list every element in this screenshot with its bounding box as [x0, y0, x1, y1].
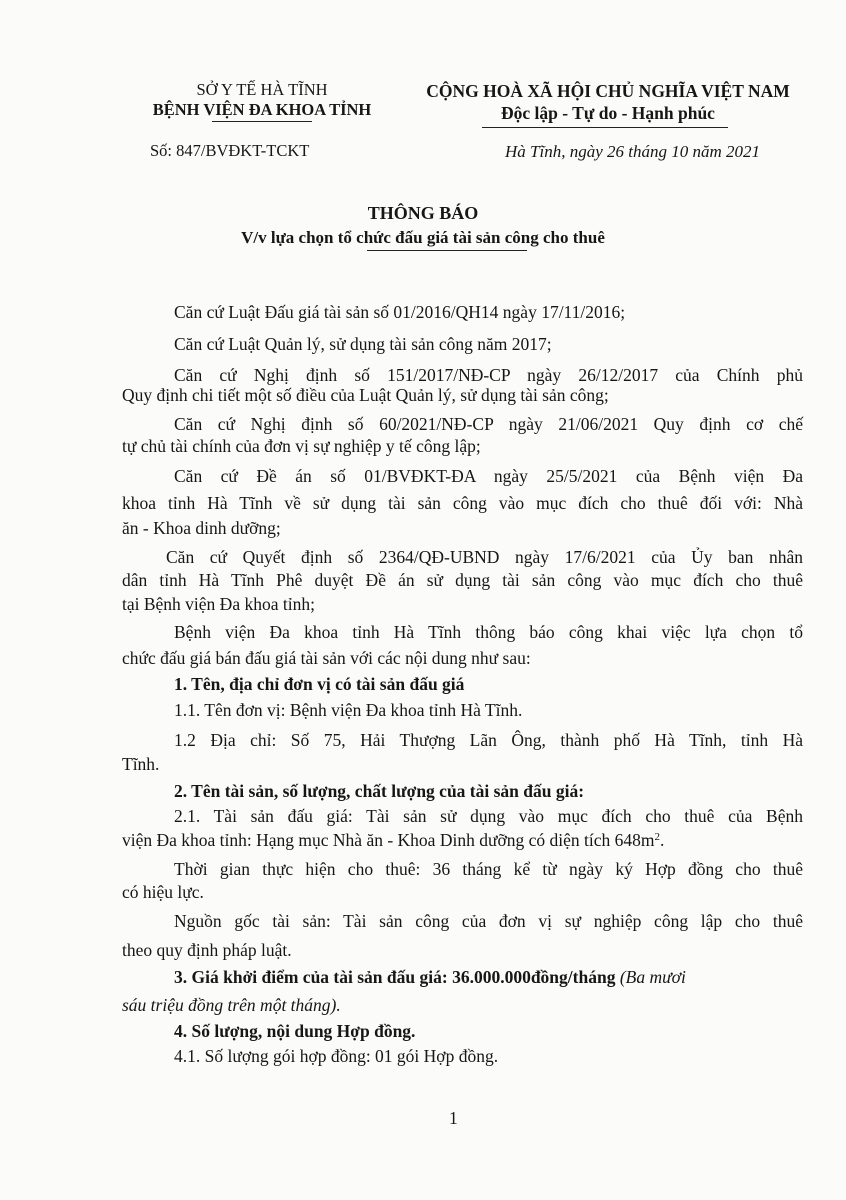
section-2-1-line-2	[122, 832, 664, 850]
basis-2: Căn cứ Luật Quản lý, sử dụng tài sản công năm 2017;	[174, 334, 552, 354]
lease-term-line-2: có hiệu lực.	[122, 882, 204, 902]
basis-3-line-1: Căn cứ Nghị định số 151/2017/NĐ-CP ngày 26/12/2017 của Chính phủ	[174, 365, 803, 385]
basis-5-line-3: ăn - Khoa dinh dưỡng;	[122, 518, 281, 538]
nation-line-2: Độc lập - Tự do - Hạnh phúc	[501, 103, 715, 123]
basis-6-line-2: dân tỉnh Hà Tĩnh Phê duyệt Đề án sử dụng tài sản công vào mục đích cho thuê	[122, 570, 803, 590]
section-1-2-line-2: Tĩnh.	[122, 754, 160, 774]
area-superscript: 2	[654, 831, 660, 843]
document-subject: V/v lựa chọn tổ chức đấu giá tài sản công cho thuê	[241, 228, 605, 247]
basis-5-line-2: khoa tỉnh Hà Tĩnh về sử dụng tài sản công vào mục đích cho thuê đối với: Nhà	[122, 493, 803, 513]
national-motto	[398, 80, 818, 124]
asset-origin-line-1: Nguồn gốc tài sản: Tài sản công của đơn vị sự nghiệp công lập cho thuê	[174, 911, 803, 931]
subject-underline	[367, 250, 527, 251]
section-2-heading: 2. Tên tài sản, số lượng, chất lượng của tài sản đấu giá:	[174, 781, 585, 801]
agency-line-2: BỆNH VIỆN ĐA KHOA TỈNH	[152, 100, 372, 119]
motto-underline	[482, 127, 728, 128]
starting-price-words-2: sáu triệu đồng trên một tháng).	[122, 995, 341, 1015]
starting-price-words-1: (Ba mươi	[619, 967, 686, 987]
basis-6-line-1: Căn cứ Quyết định số 2364/QĐ-UBND ngày 17/6/2021 của Ủy ban nhân	[166, 547, 803, 567]
nation-line-1: CỘNG HOÀ XÃ HỘI CHỦ NGHĨA VIỆT NAM	[426, 81, 790, 101]
asset-origin-line-2: theo quy định pháp luật.	[122, 940, 292, 960]
section-1-2-line-1: 1.2 Địa chỉ: Số 75, Hải Thượng Lãn Ông, thành phố Hà Tĩnh, tỉnh Hà	[174, 730, 803, 750]
section-1-heading: 1. Tên, địa chỉ đơn vị có tài sản đấu giá	[174, 674, 465, 694]
basis-3-line-2: Quy định chi tiết một số điều của Luật Quản lý, sử dụng tài sản công;	[122, 385, 609, 405]
section-3-heading: 3. Giá khởi điểm của tài sản đấu giá: 36.000.000đồng/tháng	[174, 967, 616, 987]
document-number: Số: 847/BVĐKT-TCKT	[150, 141, 310, 160]
section-3-line-1	[174, 969, 686, 987]
document-title: THÔNG BÁO	[367, 203, 479, 223]
basis-4-line-2: tự chủ tài chính của đơn vị sự nghiệp y tế công lập;	[122, 436, 481, 456]
area-text: viện Đa khoa tỉnh: Hạng mục Nhà ăn - Khoa Dinh dưỡng có diện tích 648m	[122, 830, 655, 850]
announcement-line-1: Bệnh viện Đa khoa tỉnh Hà Tĩnh thông báo công khai việc lựa chọn tổ	[174, 622, 803, 642]
section-1-1: 1.1. Tên đơn vị: Bệnh viện Đa khoa tỉnh Hà Tĩnh.	[174, 700, 523, 720]
announcement-line-2: chức đấu giá bán đấu giá tài sản với các nội dung như sau:	[122, 648, 531, 668]
basis-6-line-3: tại Bệnh viện Đa khoa tỉnh;	[122, 594, 315, 614]
lease-term-line-1: Thời gian thực hiện cho thuê: 36 tháng kể từ ngày ký Hợp đồng cho thuê	[174, 859, 803, 879]
agency-line-1: SỞ Y TẾ HÀ TĨNH	[196, 80, 328, 99]
basis-5-line-1: Căn cứ Đề án số 01/BVĐKT-ĐA ngày 25/5/2021 của Bệnh viện Đa	[174, 466, 803, 486]
page-number: 1	[449, 1108, 458, 1128]
section-4-1: 4.1. Số lượng gói hợp đồng: 01 gói Hợp đồng.	[174, 1046, 499, 1066]
agency-name	[92, 80, 432, 120]
basis-4-line-1: Căn cứ Nghị định số 60/2021/NĐ-CP ngày 21/06/2021 Quy định cơ chế	[174, 414, 803, 434]
section-4-heading: 4. Số lượng, nội dung Hợp đồng.	[174, 1021, 416, 1041]
place-date: Hà Tĩnh, ngày 26 tháng 10 năm 2021	[505, 142, 760, 161]
section-2-1-line-1: 2.1. Tài sản đấu giá: Tài sản sử dụng vào mục đích cho thuê của Bệnh	[174, 806, 803, 826]
agency-underline	[212, 121, 312, 122]
basis-1: Căn cứ Luật Đấu giá tài sản số 01/2016/QH14 ngày 17/11/2016;	[174, 302, 626, 322]
area-period: .	[659, 830, 665, 850]
